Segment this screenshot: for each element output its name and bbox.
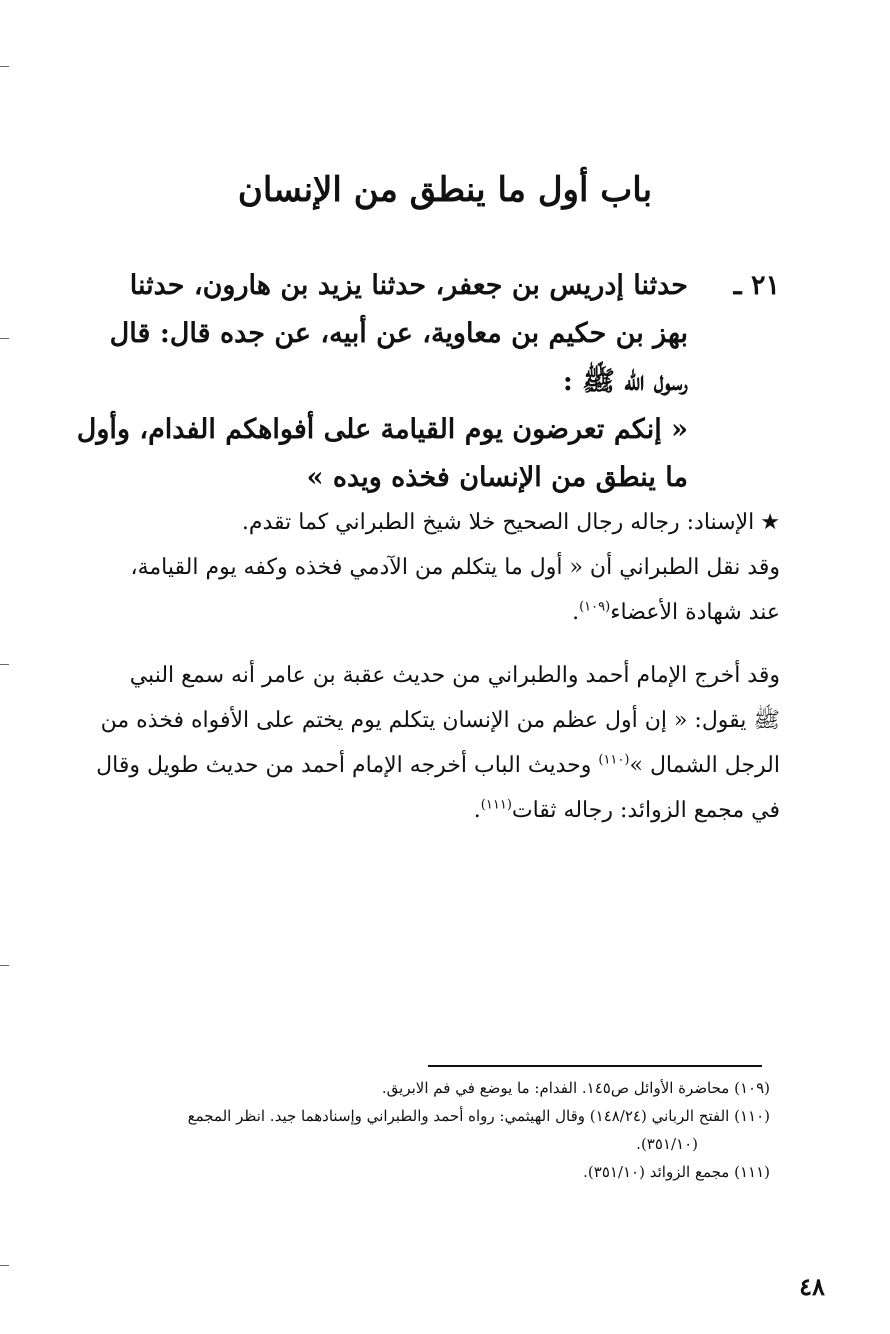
footnote-divider: [428, 1065, 762, 1067]
hadith-line: « إنكم تعرضون يوم القيامة على أفواهكم الفدام، وأول: [76, 414, 688, 445]
body-line-end: .: [473, 798, 481, 823]
margin-mark: [0, 338, 9, 339]
margin-mark: [0, 965, 9, 966]
footnote: (١١٠) الفتح الرباني (١٤٨/٢٤) وقال الهيثمي: رواه أحمد والطبراني وإسنادهما جيد. انظر المجمع: [187, 1107, 770, 1125]
footnote-ref: (١١١): [480, 797, 512, 813]
body-line: ﷺ يقول: « إن أول عظم من الإنسان يتكلم يوم يختم على الأفواه فخذه من: [100, 708, 780, 733]
isnad-line: [80, 500, 780, 545]
hadith-line: ما ينطق من الإنسان فخذه ويده »: [306, 462, 688, 493]
margin-mark: [0, 66, 9, 67]
chapter-title: باب أول ما ينطق من الإنسان: [237, 170, 653, 210]
body-line-text: الرجل الشمال »: [629, 753, 780, 778]
hadith-text: [76, 262, 780, 502]
footnote-ref: (١٠٩): [579, 599, 611, 615]
hadith-number: ٢١ ـ: [733, 270, 780, 301]
body-line: وقد أخرج الإمام أحمد والطبراني من حديث عقبة بن عامر أنه سمع النبي: [129, 663, 780, 688]
body-line-text: عند شهادة الأعضاء: [610, 600, 780, 625]
footnotes: [80, 1074, 770, 1186]
commentary-text: [80, 500, 780, 833]
body-line: [80, 788, 780, 833]
isnad-text: الإسناد: رجاله رجال الصحيح خلا شيخ الطبراني كما تقدم.: [241, 510, 755, 535]
page-number: ٤٨: [799, 1272, 825, 1301]
footnote-continuation: (٣٥١/١٠).: [636, 1135, 698, 1153]
star-icon: ★: [760, 510, 780, 535]
margin-mark: [0, 664, 9, 665]
hadith-line-text: حدثنا إدريس بن جعفر، حدثنا يزيد بن هارون، حدثنا: [129, 270, 688, 301]
body-line: [80, 743, 780, 788]
margin-mark: [0, 1265, 9, 1266]
hadith-line: [80, 262, 780, 310]
footnote: (١٠٩) محاضرة الأوائل ص١٤٥. الفدام: ما يوضع في فم الابريق.: [381, 1079, 770, 1097]
hadith-line: رسول الله ﷺ :: [562, 366, 688, 397]
footnote-ref: (١١٠): [598, 752, 630, 768]
body-line-text: في مجمع الزوائد: رجاله ثقات: [511, 798, 780, 823]
hadith-line: بهز بن حكيم بن معاوية، عن أبيه، عن جده قال: قال: [109, 318, 688, 349]
paragraph-gap: [80, 635, 780, 653]
body-line-text: وحديث الباب أخرجه الإمام أحمد من حديث طويل وقال: [96, 753, 592, 778]
body-line: [80, 590, 780, 635]
body-line: وقد نقل الطبراني أن « أول ما يتكلم من الآدمي فخذه وكفه يوم القيامة،: [130, 555, 780, 580]
footnote: (١١١) مجمع الزوائد (٣٥١/١٠).: [583, 1163, 770, 1181]
body-line-end: .: [572, 600, 580, 625]
